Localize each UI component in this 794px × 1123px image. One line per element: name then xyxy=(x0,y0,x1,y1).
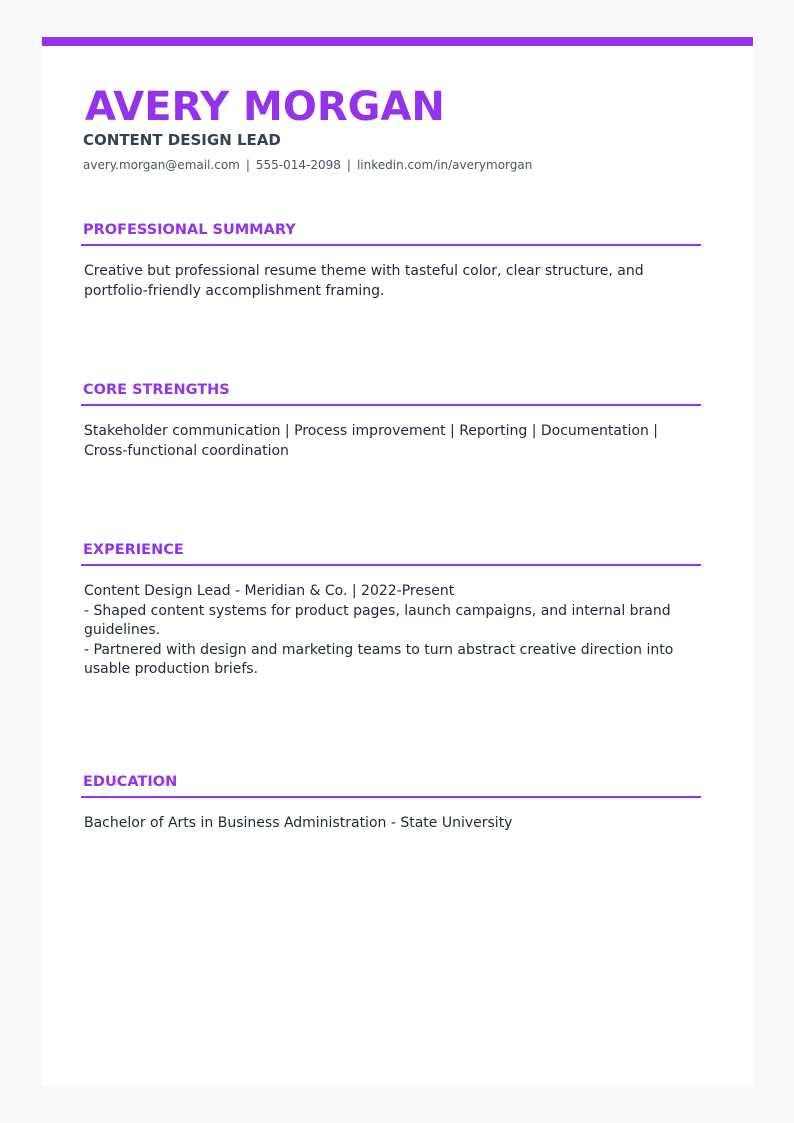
candidate-name: AVERY MORGAN xyxy=(85,84,445,130)
experience-bullet: - Partnered with design and marketing teams to turn abstract creative direction into usable production briefs. xyxy=(84,641,674,677)
education-heading: EDUCATION xyxy=(81,772,701,798)
contact-line xyxy=(83,157,532,174)
strengths-section xyxy=(81,380,701,461)
resume-page xyxy=(42,37,753,1086)
strengths-text: Stakeholder communication | Process improvement | Reporting | Documentation | Cross-functional coordination xyxy=(84,423,658,459)
contact-phone[interactable]: 555-014-2098 xyxy=(255,158,341,172)
experience-section xyxy=(81,540,701,680)
contact-separator: | xyxy=(346,158,351,172)
contact-linkedin[interactable]: linkedin.com/in/averymorgan xyxy=(356,158,533,172)
summary-text: Creative but professional resume theme with tasteful color, clear structure, and portfolio-friendly accomplishment framing. xyxy=(84,263,644,299)
education-text: Bachelor of Arts in Business Administration - State University xyxy=(84,815,513,831)
summary-heading: PROFESSIONAL SUMMARY xyxy=(81,220,701,246)
experience-role-line: Content Design Lead - Meridian & Co. | 2022-Present xyxy=(84,583,455,599)
education-section xyxy=(81,772,701,834)
candidate-title: CONTENT DESIGN LEAD xyxy=(83,131,281,149)
summary-section xyxy=(81,220,701,301)
experience-body xyxy=(81,582,701,680)
experience-bullet: - Shaped content systems for product pages, launch campaigns, and internal brand guidelines. xyxy=(84,602,671,638)
accent-bar xyxy=(42,37,753,46)
strengths-heading: CORE STRENGTHS xyxy=(81,380,701,406)
contact-email[interactable]: avery.morgan@email.com xyxy=(83,158,240,172)
experience-heading: EXPERIENCE xyxy=(81,540,701,566)
contact-separator: | xyxy=(245,158,250,172)
